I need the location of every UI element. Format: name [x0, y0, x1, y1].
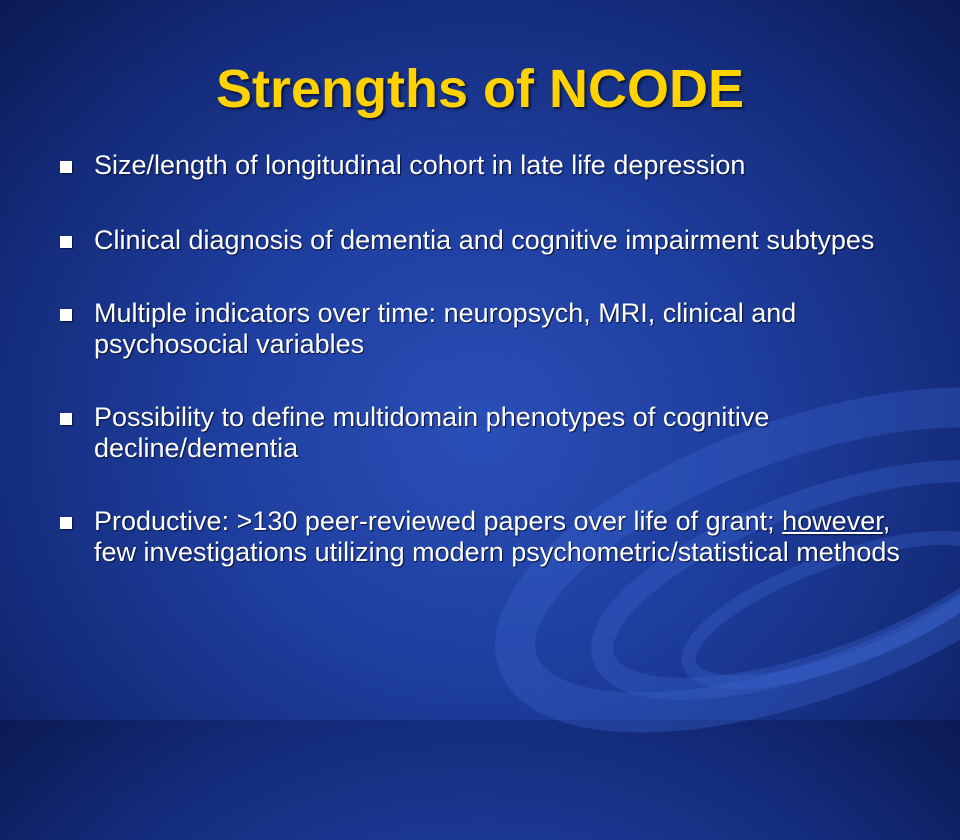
bullet-text-prefix: Productive: >130 peer-reviewed papers over life of grant;: [94, 506, 783, 536]
bullet-text: Multiple indicators over time: neuropsych, MRI, clinical and psychosocial variables: [94, 298, 797, 359]
square-bullet-icon: [60, 517, 72, 529]
bullet-text-suffix: , few investigations utilizing modern psychometric/statistical methods: [94, 506, 900, 567]
square-bullet-icon: [60, 161, 72, 173]
bullet-item: [60, 298, 920, 360]
square-bullet-icon: [60, 413, 72, 425]
bullet-item: [60, 506, 920, 568]
bullet-item: [60, 402, 920, 464]
bullet-text: Clinical diagnosis of dementia and cognitive impairment subtypes: [94, 225, 875, 255]
bullet-list: [60, 150, 920, 612]
bullet-item: [60, 225, 920, 256]
square-bullet-icon: [60, 236, 72, 248]
bullet-text-underlined: however: [782, 506, 883, 536]
slide-title: Strengths of NCODE: [215, 59, 744, 119]
square-bullet-icon: [60, 309, 72, 321]
bullet-text: Size/length of longitudinal cohort in late life depression: [94, 150, 746, 180]
bullet-item: [60, 150, 920, 181]
bullet-text: Possibility to define multidomain phenotypes of cognitive decline/dementia: [94, 402, 770, 463]
